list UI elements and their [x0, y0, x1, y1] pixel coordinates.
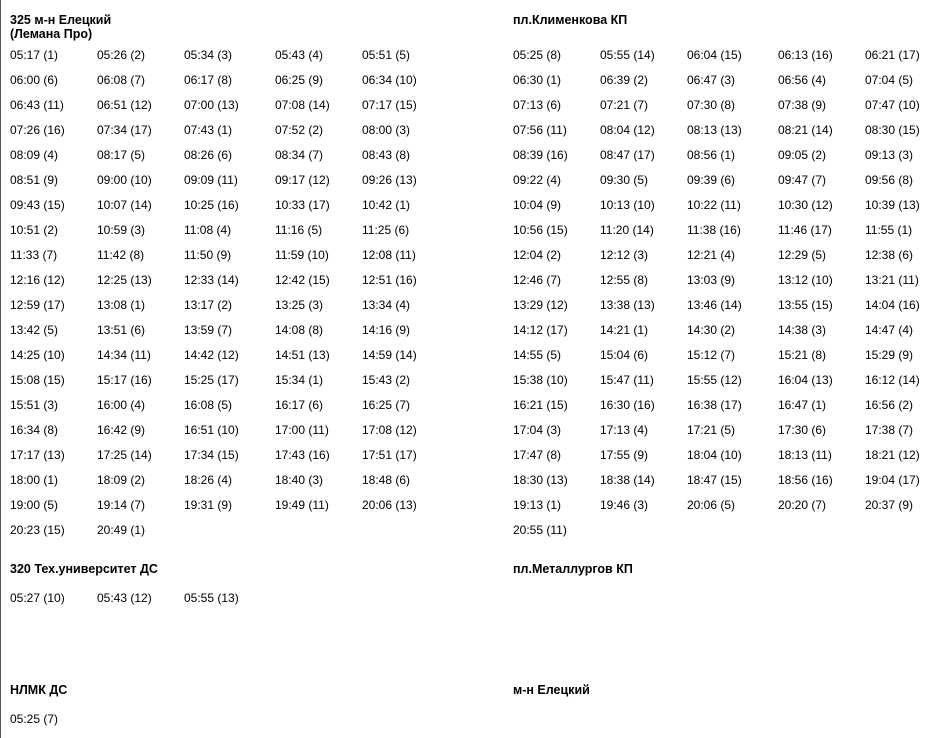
- departure-time: 18:40 (3): [275, 473, 324, 487]
- departure-time: 15:47 (11): [600, 373, 654, 387]
- departure-time: 09:30 (5): [600, 173, 649, 187]
- departure-time: 17:17 (13): [10, 448, 65, 462]
- departure-time: 05:25 (7): [10, 712, 59, 726]
- departure-time: 17:55 (9): [600, 448, 649, 462]
- departure-time: 09:47 (7): [778, 173, 827, 187]
- departure-time: 11:25 (6): [362, 223, 410, 237]
- departure-time: 11:59 (10): [275, 248, 329, 262]
- departure-time: 08:04 (12): [600, 123, 655, 137]
- departure-time: 10:59 (3): [97, 223, 146, 237]
- departure-time: 16:47 (1): [778, 398, 827, 412]
- stop-title: НЛМК ДС: [10, 683, 68, 697]
- departure-time: 05:26 (2): [97, 48, 146, 62]
- departure-time: 16:04 (13): [778, 373, 833, 387]
- departure-grid: [513, 43, 930, 543]
- departure-time: 10:56 (15): [513, 223, 568, 237]
- departure-time: 12:04 (2): [513, 248, 562, 262]
- departure-time: 15:51 (3): [10, 398, 59, 412]
- departure-time: 05:55 (14): [600, 48, 655, 62]
- departure-time: 09:13 (3): [865, 148, 914, 162]
- departure-time: 10:33 (17): [275, 198, 330, 212]
- departure-time: 16:38 (17): [687, 398, 742, 412]
- departure-time: 07:08 (14): [275, 98, 330, 112]
- departure-time: 14:42 (12): [184, 348, 239, 362]
- departure-time: 18:09 (2): [97, 473, 146, 487]
- stop-title: 325 м-н Елецкий (Лемана Про): [10, 13, 112, 41]
- departure-time: 14:59 (14): [362, 348, 417, 362]
- departure-time: 16:21 (15): [513, 398, 568, 412]
- departure-time: 09:09 (11): [184, 173, 238, 187]
- departure-time: 14:30 (2): [687, 323, 736, 337]
- departure-time: 07:47 (10): [865, 98, 920, 112]
- departure-time: 07:38 (9): [778, 98, 827, 112]
- departure-time: 05:55 (13): [184, 591, 239, 605]
- departure-time: 10:04 (9): [513, 198, 562, 212]
- departure-time: 13:29 (12): [513, 298, 568, 312]
- departure-time: 17:34 (15): [184, 448, 239, 462]
- departure-time: 14:38 (3): [778, 323, 827, 337]
- departure-time: 08:30 (15): [865, 123, 920, 137]
- stop-section-2: [513, 13, 930, 543]
- departure-time: 19:31 (9): [184, 498, 233, 512]
- departure-time: 10:42 (1): [362, 198, 411, 212]
- departure-time: 11:38 (16): [687, 223, 741, 237]
- departure-time: 13:17 (2): [184, 298, 233, 312]
- departure-time: 09:43 (15): [10, 198, 65, 212]
- departure-time: 09:05 (2): [778, 148, 827, 162]
- departure-time: 10:25 (16): [184, 198, 239, 212]
- departure-time: 18:21 (12): [865, 448, 920, 462]
- departure-time: 20:23 (15): [10, 523, 65, 537]
- departure-time: 11:20 (14): [600, 223, 654, 237]
- departure-time: 09:56 (8): [865, 173, 914, 187]
- stop-title: м-н Елецкий: [513, 683, 590, 697]
- departure-time: 12:46 (7): [513, 273, 562, 287]
- departure-time: 12:08 (11): [362, 248, 416, 262]
- departure-time: 16:25 (7): [362, 398, 411, 412]
- departure-time: 17:43 (16): [275, 448, 330, 462]
- departure-time: 16:08 (5): [184, 398, 233, 412]
- departure-time: 09:26 (13): [362, 173, 417, 187]
- departure-time: 18:47 (15): [687, 473, 742, 487]
- departure-time: 16:12 (14): [865, 373, 920, 387]
- departure-time: 19:00 (5): [10, 498, 59, 512]
- departure-time: 17:13 (4): [600, 423, 649, 437]
- departure-time: 16:30 (16): [600, 398, 655, 412]
- departure-time: 05:43 (4): [275, 48, 324, 62]
- departure-time: 08:47 (17): [600, 148, 655, 162]
- departure-time: 17:08 (12): [362, 423, 417, 437]
- departure-time: 20:49 (1): [97, 523, 146, 537]
- departure-time: 05:43 (12): [97, 591, 152, 605]
- departure-time: 19:14 (7): [97, 498, 146, 512]
- departure-time: 20:37 (9): [865, 498, 914, 512]
- departure-time: 11:16 (5): [275, 223, 323, 237]
- departure-time: 16:56 (2): [865, 398, 914, 412]
- departure-time: 07:52 (2): [275, 123, 324, 137]
- departure-time: 08:00 (3): [362, 123, 411, 137]
- departure-time: 08:21 (14): [778, 123, 833, 137]
- departure-time: 12:55 (8): [600, 273, 649, 287]
- departure-time: 05:25 (8): [513, 48, 562, 62]
- departure-time: 06:51 (12): [97, 98, 152, 112]
- departure-time: 14:04 (16): [865, 298, 920, 312]
- departure-time: 15:34 (1): [275, 373, 324, 387]
- departure-time: 17:38 (7): [865, 423, 914, 437]
- departure-time: 10:39 (13): [865, 198, 920, 212]
- departure-time: 19:46 (3): [600, 498, 649, 512]
- departure-time: 08:51 (9): [10, 173, 59, 187]
- departure-time: 08:39 (16): [513, 148, 568, 162]
- departure-time: 10:13 (10): [600, 198, 655, 212]
- departure-time: 15:25 (17): [184, 373, 239, 387]
- departure-time: 07:43 (1): [184, 123, 233, 137]
- departure-time: 10:30 (12): [778, 198, 833, 212]
- departure-time: 18:26 (4): [184, 473, 233, 487]
- departure-time: 12:38 (6): [865, 248, 914, 262]
- departure-time: 09:00 (10): [97, 173, 152, 187]
- stop-section-5: [10, 683, 440, 732]
- departure-time: 08:56 (1): [687, 148, 736, 162]
- departure-time: 18:30 (13): [513, 473, 568, 487]
- departure-grid: [10, 707, 440, 732]
- departure-time: 12:33 (14): [184, 273, 239, 287]
- departure-time: 12:12 (3): [600, 248, 649, 262]
- departure-time: 15:29 (9): [865, 348, 914, 362]
- departure-time: 13:59 (7): [184, 323, 233, 337]
- departure-time: 11:50 (9): [184, 248, 232, 262]
- departure-time: 15:17 (16): [97, 373, 152, 387]
- departure-time: 15:12 (7): [687, 348, 736, 362]
- departure-time: 07:21 (7): [600, 98, 649, 112]
- departure-time: 07:13 (6): [513, 98, 562, 112]
- departure-time: 18:00 (1): [10, 473, 59, 487]
- departure-grid: [10, 586, 440, 611]
- departure-time: 06:21 (17): [865, 48, 920, 62]
- stop-section-1: [10, 13, 440, 543]
- departure-time: 18:38 (14): [600, 473, 655, 487]
- departure-time: 11:55 (1): [865, 223, 913, 237]
- departure-time: 11:08 (4): [184, 223, 232, 237]
- departure-time: 17:47 (8): [513, 448, 562, 462]
- departure-time: 10:07 (14): [97, 198, 152, 212]
- stop-title: 320 Тех.университет ДС: [10, 562, 158, 576]
- departure-time: 13:03 (9): [687, 273, 736, 287]
- departure-time: 05:17 (1): [10, 48, 59, 62]
- departure-time: 14:34 (11): [97, 348, 151, 362]
- departure-time: 20:06 (13): [362, 498, 417, 512]
- departure-time: 13:38 (13): [600, 298, 655, 312]
- departure-time: 16:51 (10): [184, 423, 239, 437]
- departure-time: 07:00 (13): [184, 98, 239, 112]
- departure-time: 13:34 (4): [362, 298, 411, 312]
- departure-time: 06:04 (15): [687, 48, 742, 62]
- departure-time: 06:30 (1): [513, 73, 562, 87]
- departure-time: 08:34 (7): [275, 148, 324, 162]
- departure-time: 19:04 (17): [865, 473, 920, 487]
- departure-time: 19:49 (11): [275, 498, 329, 512]
- departure-time: 14:55 (5): [513, 348, 562, 362]
- departure-time: 18:48 (6): [362, 473, 411, 487]
- departure-time: 06:43 (11): [10, 98, 64, 112]
- stop-section-3: [10, 562, 440, 611]
- departure-time: 07:30 (8): [687, 98, 736, 112]
- departure-time: 10:51 (2): [10, 223, 59, 237]
- departure-time: 08:09 (4): [10, 148, 59, 162]
- departure-time: 13:42 (5): [10, 323, 59, 337]
- departure-time: 14:51 (13): [275, 348, 330, 362]
- departure-time: 12:21 (4): [687, 248, 736, 262]
- departure-time: 11:33 (7): [10, 248, 58, 262]
- departure-time: 09:17 (12): [275, 173, 330, 187]
- stop-section-6: [513, 683, 930, 707]
- departure-time: 08:17 (5): [97, 148, 146, 162]
- departure-time: 16:00 (4): [97, 398, 146, 412]
- departure-time: 17:04 (3): [513, 423, 562, 437]
- stop-title: пл.Металлургов КП: [513, 562, 633, 576]
- departure-time: 08:26 (6): [184, 148, 233, 162]
- departure-time: 06:25 (9): [275, 73, 324, 87]
- departure-time: 05:51 (5): [362, 48, 411, 62]
- departure-time: 10:22 (11): [687, 198, 741, 212]
- departure-time: 14:12 (17): [513, 323, 568, 337]
- departure-time: 13:46 (14): [687, 298, 742, 312]
- departure-time: 13:55 (15): [778, 298, 833, 312]
- departure-time: 12:42 (15): [275, 273, 330, 287]
- departure-time: 06:17 (8): [184, 73, 233, 87]
- departure-time: 07:34 (17): [97, 123, 152, 137]
- departure-time: 14:25 (10): [10, 348, 65, 362]
- departure-time: 20:06 (5): [687, 498, 736, 512]
- departure-time: 08:13 (13): [687, 123, 742, 137]
- departure-time: 12:51 (16): [362, 273, 417, 287]
- departure-time: 12:29 (5): [778, 248, 827, 262]
- departure-time: 15:55 (12): [687, 373, 742, 387]
- departure-time: 12:25 (13): [97, 273, 152, 287]
- departure-time: 14:21 (1): [600, 323, 649, 337]
- departure-time: 17:00 (11): [275, 423, 329, 437]
- departure-time: 17:21 (5): [687, 423, 736, 437]
- departure-time: 18:13 (11): [778, 448, 832, 462]
- departure-time: 06:47 (3): [687, 73, 736, 87]
- departure-time: 07:17 (15): [362, 98, 417, 112]
- departure-time: 17:30 (6): [778, 423, 827, 437]
- departure-time: 15:43 (2): [362, 373, 411, 387]
- departure-time: 13:21 (11): [865, 273, 919, 287]
- departure-time: 13:08 (1): [97, 298, 146, 312]
- departure-time: 09:22 (4): [513, 173, 562, 187]
- departure-time: 06:39 (2): [600, 73, 649, 87]
- departure-time: 05:34 (3): [184, 48, 233, 62]
- departure-time: 18:56 (16): [778, 473, 833, 487]
- departure-time: 05:27 (10): [10, 591, 65, 605]
- departure-time: 15:08 (15): [10, 373, 65, 387]
- departure-time: 15:21 (8): [778, 348, 827, 362]
- departure-time: 14:16 (9): [362, 323, 411, 337]
- departure-grid: [10, 43, 440, 543]
- departure-time: 07:56 (11): [513, 123, 567, 137]
- stop-title: пл.Клименкова КП: [513, 13, 628, 27]
- departure-time: 12:16 (12): [10, 273, 65, 287]
- departure-time: 06:13 (16): [778, 48, 833, 62]
- departure-time: 06:56 (4): [778, 73, 827, 87]
- departure-time: 13:25 (3): [275, 298, 324, 312]
- departure-time: 16:42 (9): [97, 423, 146, 437]
- departure-time: 14:08 (8): [275, 323, 324, 337]
- departure-time: 15:04 (6): [600, 348, 649, 362]
- departure-time: 07:04 (5): [865, 73, 914, 87]
- departure-time: 08:43 (8): [362, 148, 411, 162]
- departure-time: 06:08 (7): [97, 73, 146, 87]
- departure-time: 19:13 (1): [513, 498, 562, 512]
- departure-time: 17:25 (14): [97, 448, 152, 462]
- departure-time: 18:04 (10): [687, 448, 742, 462]
- departure-time: 16:34 (8): [10, 423, 59, 437]
- departure-time: 13:12 (10): [778, 273, 833, 287]
- departure-time: 06:34 (10): [362, 73, 417, 87]
- departure-time: 16:17 (6): [275, 398, 324, 412]
- departure-time: 11:46 (17): [778, 223, 832, 237]
- departure-time: 06:00 (6): [10, 73, 59, 87]
- departure-time: 17:51 (17): [362, 448, 417, 462]
- stop-section-4: [513, 562, 930, 586]
- departure-time: 09:39 (6): [687, 173, 736, 187]
- departure-time: 20:20 (7): [778, 498, 827, 512]
- departure-time: 14:47 (4): [865, 323, 914, 337]
- departure-time: 20:55 (11): [513, 523, 567, 537]
- departure-time: 11:42 (8): [97, 248, 145, 262]
- departure-time: 07:26 (16): [10, 123, 65, 137]
- departure-time: 12:59 (17): [10, 298, 65, 312]
- departure-time: 13:51 (6): [97, 323, 146, 337]
- departure-time: 15:38 (10): [513, 373, 568, 387]
